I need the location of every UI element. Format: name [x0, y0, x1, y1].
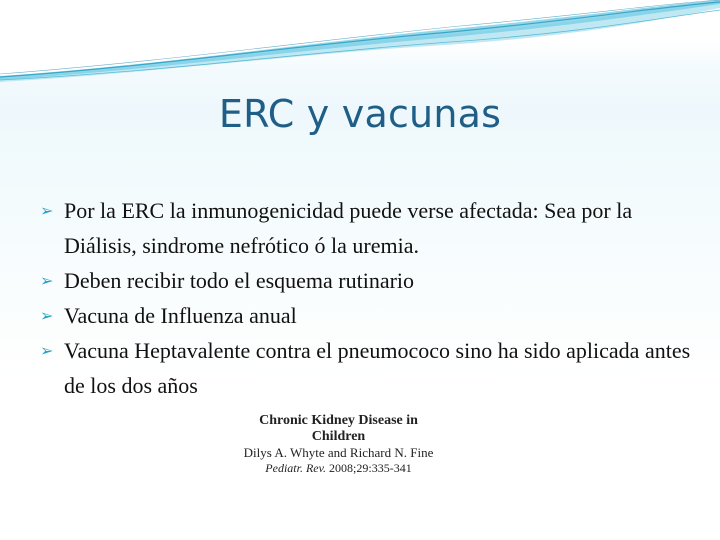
citation-journal-line — [237, 461, 440, 476]
citation-journal: Pediatr. Rev. — [265, 461, 327, 475]
slide-title: ERC y vacunas — [218, 92, 502, 136]
citation-box — [237, 410, 440, 475]
bullet-list — [40, 193, 700, 403]
bullet-text: Vacuna Heptavalente contra el pneumococo sino ha sido aplicada antes de los dos años — [64, 338, 691, 398]
bullet-arrow-icon: ➢ — [40, 341, 54, 360]
citation-details: 2008;29:335-341 — [329, 461, 412, 475]
citation-authors: Dilys A. Whyte and Richard N. Fine — [243, 445, 434, 460]
bullet-text: Vacuna de Influenza anual — [64, 303, 297, 328]
citation-title: Chronic Kidney Disease in Children — [259, 413, 418, 444]
bullet-text: Deben recibir todo el esquema rutinario — [64, 268, 415, 293]
bullet-arrow-icon: ➢ — [40, 271, 54, 290]
bullet-text: Por la ERC la inmunogenicidad puede verse afectada: Sea por la Diálisis, sindrome nefrótico ó la uremia. — [64, 198, 633, 258]
bullet-item — [40, 193, 700, 263]
bullet-item — [40, 298, 700, 333]
bullet-item — [40, 263, 700, 298]
header-wave-decoration — [0, 0, 720, 90]
bullet-item — [40, 333, 700, 403]
bullet-arrow-icon: ➢ — [40, 201, 54, 220]
bullet-arrow-icon: ➢ — [40, 306, 54, 325]
